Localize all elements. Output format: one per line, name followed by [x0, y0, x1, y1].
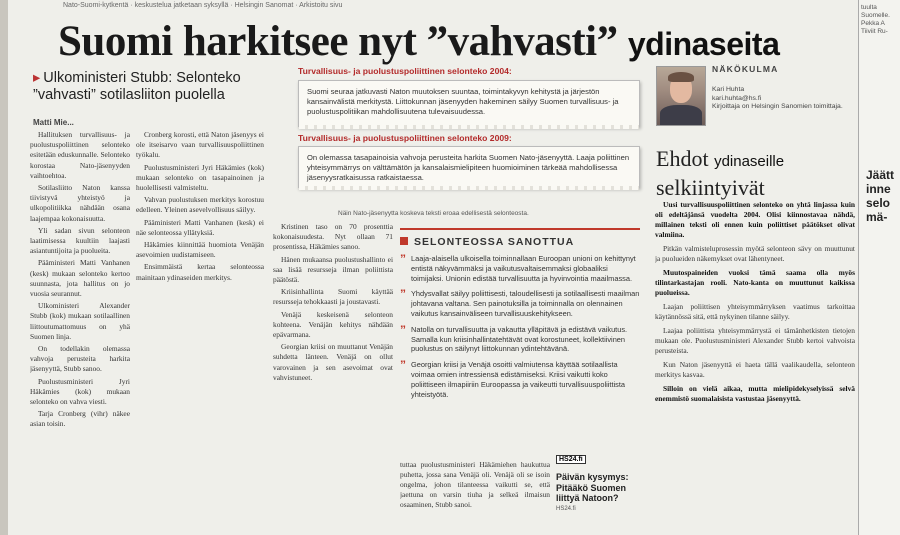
paragraph: Venäjä keskeisenä selonteon kohteena. Venäjän kehitys nähdään epävarmana. — [273, 309, 393, 340]
paragraph: Pääministeri Matti Vanhanen (kesk) mukaan selonteko kertoo suunnasta, jota hallitus on jo vuosia seurannut. — [30, 258, 130, 299]
paragraph: Cronberg korosti, että Naton jäsenyys ei ole itseisarvo vaan turvallisuuspoliittinen työkalu. — [136, 130, 264, 160]
red-square-icon — [400, 237, 408, 245]
author-name: Kari Huhta — [712, 86, 745, 93]
margin-headline: Jäätt inne selo mä- — [866, 168, 895, 224]
paragraph: Tarja Cronberg (vihr) näkee asian toisin. — [30, 409, 130, 429]
paragraph: Hänen mukaansa puolustushallinto ei saa lisää resursseja ilman poliittista päätöstä. — [273, 254, 393, 285]
adjacent-page-strip — [858, 0, 900, 535]
nakokulma-header — [656, 62, 866, 132]
hs24-poll-box[interactable] — [556, 448, 644, 532]
deck-text: Ulkoministeri Stubb: Selonteko ”vahvasti” sotilasliiton puolella — [33, 70, 241, 103]
box-2004-text: Suomi seuraa jatkuvasti Naton muutoksen suuntaa, toimintakyvyn kehitystä ja järjestön kansainvälistä merkitystä. Liittokunnan jäsenyyden hakeminen säilyy Suomen turvallisuus- ja puolustuspolitiikan mahdollisuutena tulevaisuudessa. — [307, 87, 619, 116]
article-deck — [33, 70, 263, 104]
box-2004-label: Turvallisuus- ja puolustuspoliittinen selonteko 2004: — [298, 66, 512, 76]
paragraph: Laajan poliittisen yhteisymmärryksen vaatimus tarkoittaa käytännössä sitä, että nykyinen tilanne säilyy. — [655, 302, 855, 321]
author-portrait — [656, 66, 706, 126]
headline-text: Suomi harkitsee nyt ”vahvasti” — [58, 18, 618, 65]
bottom-paragraph: tuttaa puolustusministeri Häkämiehen haukuttua puhetta, jossa sana Venäjä oli. Venäjä oli se isoin ongelma, johon tilanteessa vaikutti se, että jaettuna on varsin tiuha ja selkeä ilmaisun osaaminen, Stubb sanoi. — [400, 460, 550, 509]
paragraph: Pääministeri Matti Vanhanen (kesk) ei näe selonteossa yllätyksiä. — [136, 217, 264, 237]
newspaper-page — [8, 0, 900, 535]
author-note: Kirjoittaja on Helsingin Sanomien toimittaja. — [712, 103, 843, 110]
quote-item: ” Laaja-alaisella ulkoisella toiminnallaan Euroopan unioni on kehittynyt entistä näkyvämmäksi ja vaikutusvaltaisemmaksi globaaliksi toimijaksi. Unionin edistää turvallisuutta ja hyvinvointia maailmassa. — [400, 252, 636, 283]
box-2009 — [298, 146, 640, 188]
quote-mark-icon: ” — [400, 322, 406, 337]
paragraph: Kriisinhallinta Suomi käyttää resursseja tehokkaasti ja joustavasti. — [273, 287, 393, 307]
quote-item: ” Yhdysvallat säilyy poliittisesti, taloudellisesti ja sotilaallisesti maailman johtavana valtana. Sen painotuksilla ja toiminnalla on olennainen vaikutus kansainväliseen turvallisuuskehitykseen. — [400, 287, 640, 318]
box-2009-text: On olemassa tasapainoisia vahvoja perusteita harkita Suomen Nato-jäsenyyttä. Laaja poliittinen yhteisymmärrys on välttämätön ja kansalaismielipiteen huomioiminen tärkeää mahdollisessa jäsenyysratkaisussa ratkaistaessa. — [307, 153, 630, 182]
quote-mark-icon: ” — [400, 287, 406, 302]
main-headline — [58, 18, 900, 68]
byline: Matti Mie... — [33, 118, 74, 127]
paragraph: On todellakin olemassa vahvoja perusteita harkita jäsenyyttä, Stubb sanoo. — [30, 344, 130, 374]
paragraph: Vahvan puolustuksen merkitys korostuu edelleen. Yleinen asevelvollisuus säilyy. — [136, 195, 264, 215]
opinion-column — [655, 200, 855, 530]
author-email: kari.huhta@hs.fi — [712, 94, 762, 102]
paragraph: Ulkoministeri Alexander Stubb (kok) mukaan sotilaallinen liittoutumattomuus on yhä Suomen linja. — [30, 301, 130, 341]
box-caption: Näin Nato-jäsenyytta koskeva teksti eroaa edellisestä selonteosta. — [338, 210, 529, 217]
headline-handwritten: ydinaseita — [627, 26, 780, 62]
box-2009-label: Turvallisuus- ja puolustuspoliittinen selonteko 2009: — [298, 133, 512, 143]
paragraph: Häkämies kiinnittää huomiota Venäjän asevoimien uudistamiseen. — [136, 240, 264, 260]
quote-mark-icon: ” — [400, 358, 406, 373]
selonteossa-sanottua-box — [400, 228, 640, 458]
paragraph: Puolustusministeri Jyri Häkämies (kok) mukaan selonteko on vahva viesti. — [30, 376, 130, 407]
paragraph: Kun Naton jäsenyyttä ei haeta tällä vaalikaudella, selonteon merkitys kasvaa. — [655, 360, 855, 379]
article-column-2 — [136, 130, 264, 530]
sanottua-title: SELONTEOSSA SANOTTUA — [400, 236, 640, 248]
paragraph: Uusi turvallisuuspoliittinen selonteko on yhtä linjassa kuin oli edeltäjänsä vuodelta 2004. Olisi kiinnostavaa nähdä, millainen teksti oli ennen kuin poliittiset päätökset olivat valmiina. — [655, 200, 855, 239]
hs24-logo: HS24.fi — [556, 455, 586, 464]
deck-bullet-icon: ▸ — [33, 70, 41, 86]
quote-mark-icon: ” — [400, 252, 406, 266]
article-column-1 — [30, 130, 130, 530]
opinion-headline: Ehdot ydinaseille selkiintyivät — [656, 146, 785, 200]
paragraph: Laajaa poliittista yhteisymmärrystä ei tämänhetkisten tietojen mukaan ole. Puolustusministeri Alexander Stubb kertoi vahvoista perusteista. — [655, 326, 855, 355]
top-strip: Nato-Suomi-kytkentä · keskustelua jatketaan syksyllä · Helsingin Sanomat · Arkistoitu sivu — [63, 2, 343, 9]
paragraph: Yli sadan sivun selonteon laatimisessa kuultiin laajasti asiantuntijoita ja puolueita. — [30, 225, 130, 256]
margin-text: tuulta Suomelle. Pekka A Tiiviit Ru- — [861, 4, 890, 35]
nakokulma-label: NÄKÖKULMA — [712, 64, 779, 74]
paragraph: Pitkän valmisteluprosessin myötä selonteon sävy on muuttunut ja puolueiden näkemykset ovat lähentyneet. — [655, 244, 855, 263]
paragraph: Hallituksen turvallisuus- ja puolustuspoliittinen selonteko esitetään eduskunnalle. Selonteko korostaa Nato-jäsenyyden vaihtoehtoa. — [30, 130, 130, 180]
paragraph: Sotilasliitto Naton kanssa tiivistyvä yhteistyö ja ulkopolitiikka nähdään osana laajempaa kokonaisuutta. — [30, 183, 130, 223]
paragraph: Georgian kriisi on muuttanut Venäjän suhdetta länteen. Venäjä on ollut varovainen ja sen asevoimat ovat vahvistuneet. — [273, 342, 393, 382]
torn-edge — [299, 125, 639, 129]
paragraph: Silloin on vielä aikaa, mutta mielipidekyselyissä selvä enemmistö suomalaisista vastustaa jäsenyyttä. — [655, 384, 855, 403]
poll-question[interactable]: Päivän kysymys: Pitääkö Suomen liittyä Natoon? — [556, 472, 629, 503]
box-2004 — [298, 80, 640, 127]
opinion-handwritten: ydinaseille — [714, 153, 785, 170]
quote-item: ” Natolla on turvallisuutta ja vakautta ylläpitävä ja edistävä vaikutus. Samalla kun kriisinhallintatehtävät ovat korostuneet, kollektiivinen puolustus on säilynyt liittokunnan ydintehtävänä. — [400, 322, 628, 354]
paragraph: Ensimmäistä kertaa selonteossa mainitaan ydinaseiden merkitys. — [136, 262, 264, 282]
paragraph: Puolustusministeri Jyri Häkämies (kok) mukaan selonteko on tasapainoinen ja huolellisesti valmisteltu. — [136, 162, 264, 193]
torn-edge — [299, 186, 639, 190]
paragraph: Muutospaineiden vuoksi tämä saama olla myös tilintarkastajan rooli. Nato-kanta on muuttunut kaikissa puolueissa. — [655, 268, 855, 297]
quote-item: ” Georgian kriisi ja Venäjä osoitti valmiutensa käyttää sotilaallista voimaa omien intressiensä edistämiseksi. Kriisi vaikutti koko poliittiseen ilmapiiriin Euroopassa ja vaikeutti turvallisuuspoliittista yhteistyötä. — [400, 358, 626, 399]
author-info — [712, 86, 862, 112]
article-column-3 — [273, 222, 393, 532]
paragraph: Kristinen taso on 70 prosenttia kokonaisuudesta. Nyt ollaan 71 prosentissa, Häkämies sanoo. — [273, 222, 393, 252]
hs24-link[interactable]: HS24.fi — [556, 505, 576, 512]
